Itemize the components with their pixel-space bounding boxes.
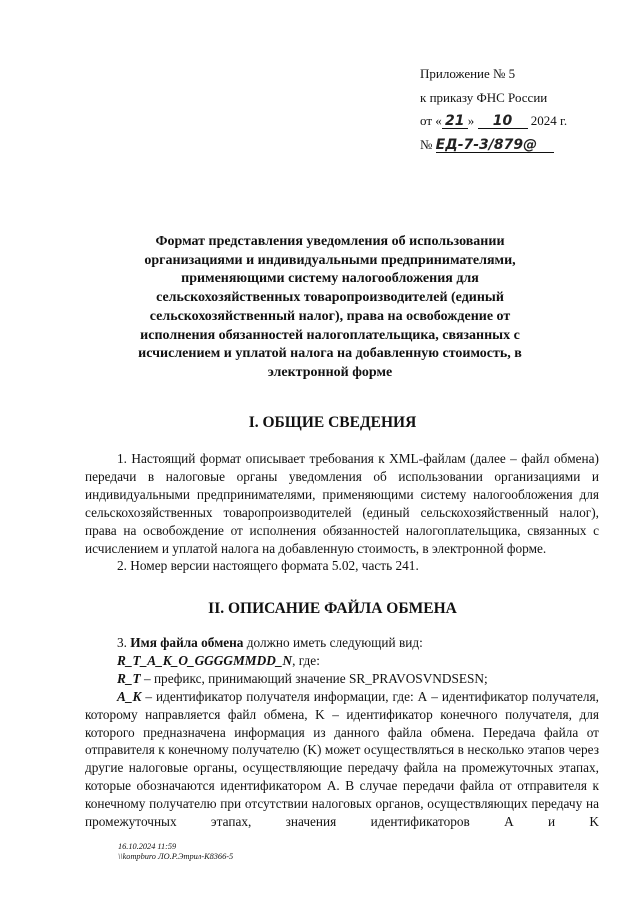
rt-text: – префикс, принимающий значение SR_PRAVOSVNDSESN; (140, 670, 488, 686)
handwritten-day: 21 (445, 113, 465, 129)
section-2-body (85, 634, 599, 831)
file-name-pattern-suffix: , где: (292, 652, 320, 668)
handwritten-month: 10 (492, 113, 513, 129)
rt-definition (85, 670, 599, 688)
date-mid: » (467, 113, 475, 128)
annex-date (420, 109, 567, 133)
print-footer (118, 842, 233, 862)
footer-path: \\kompburo ЛО.Р.Этрил-К8366-5 (118, 852, 234, 861)
number-prefix: № (420, 136, 433, 152)
section-1-heading: I. ОБЩИЕ СВЕДЕНИЯ (248, 414, 417, 431)
section-1-body (85, 450, 599, 575)
paragraph-3-rest: должно иметь следующий вид: (243, 635, 423, 650)
section-2-heading: II. ОПИСАНИЕ ФАЙЛА ОБМЕНА (208, 600, 457, 617)
ak-text: – идентификатор получателя информации, где: А – идентификатор получателя, которому направляется файл обмена, K – идентификатор конечного получателя, для которого предназначена информация из данного файла обмена. Передача файла от отправителя к конечному получателю (K) может осуществляться в несколько этапов через другие налоговые органы, осуществляющие передачу файла на промежуточных этапах, которые обозначаются идентификатором А. В случае передачи файла от отправителя к конечному получателю при отсутствии налоговых органов, осуществляющих передачу на промежуточных этапах, значения идентификаторов А и K (85, 688, 599, 830)
paragraph-2: 2. Номер версии настоящего формата 5.02, часть 241. (117, 558, 419, 574)
ak-definition (85, 688, 599, 831)
date-prefix: от « (420, 113, 442, 128)
file-name-pattern-line (85, 652, 599, 670)
file-name-pattern: R_T_A_K_O_GGGGMMDD_N (117, 652, 293, 668)
footer-timestamp: 16.10.2024 11:59 (118, 842, 177, 851)
document-title: Формат представления уведомления об использовании организациями и индивидуальными предпринимателями, применяющими систему налогообложения для сельскохозяйственных товаропроизводителей (единый сельскохозяйственный налог), права на освобождение от исполнения обязанностей налогоплательщика, связанных с исчислением и уплатой налога на добавленную стоимость, в электронной форме (138, 234, 522, 380)
paragraph-3-number: 3. (117, 635, 131, 650)
ak-code: A_K (117, 688, 142, 704)
annex-line-2: к приказу ФНС России (420, 89, 548, 105)
date-year: 2024 г. (530, 113, 568, 128)
paragraph-1: 1. Настоящий формат описывает требования к XML-файлам (далее – файл обмена) передачи в налоговые органы уведомления об использовании организациями и индивидуальными предпринимателями, применяющими систему налогообложения для сельскохозяйственных товаропроизводителей (единый сельскохозяйственный налог), права на освобождение от исполнения обязанностей налогоплательщика, связанных с исчислением и уплатой налога на добавленную стоимость, в электронной форме. (85, 451, 599, 556)
annex-block (420, 62, 567, 156)
annex-number (420, 133, 567, 157)
handwritten-number: ЕД-7-3/879@ (435, 136, 538, 153)
rt-code: R_T (117, 670, 141, 686)
annex-line-1: Приложение № 5 (420, 66, 516, 81)
file-name-term: Имя файла обмена (130, 635, 244, 650)
paragraph-3 (85, 634, 599, 652)
